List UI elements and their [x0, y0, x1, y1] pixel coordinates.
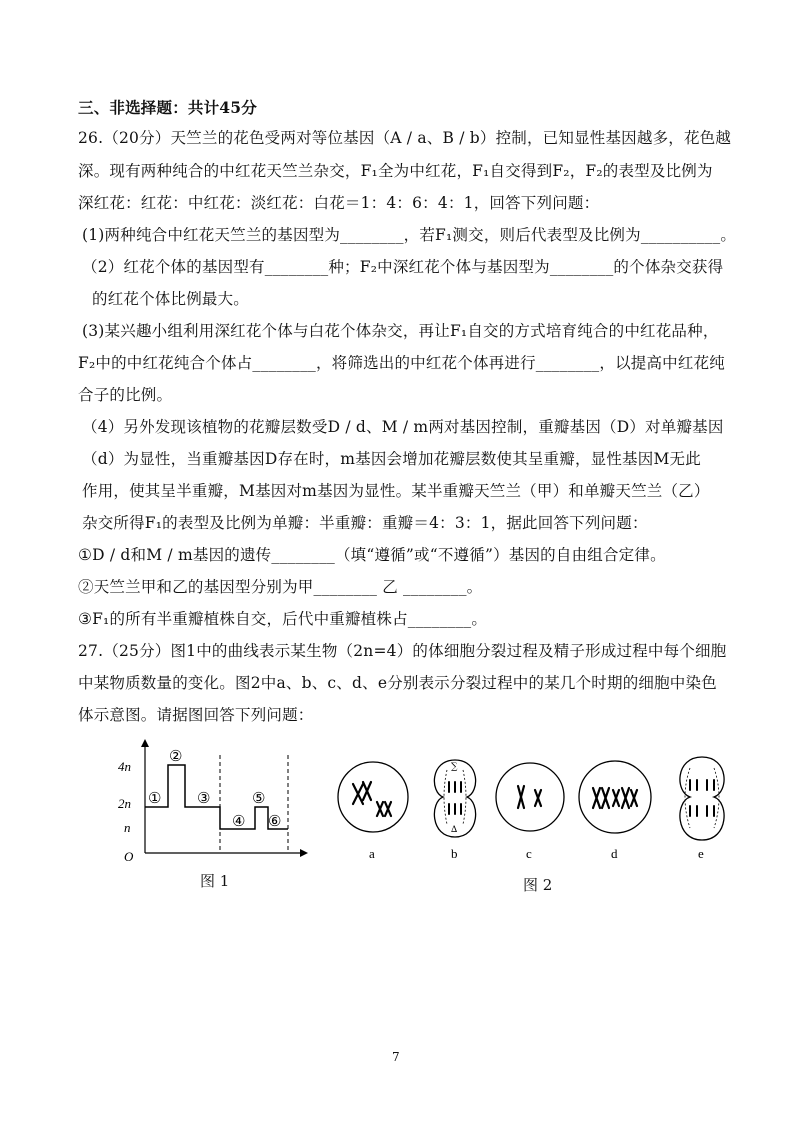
q26-part-2b: 的红花个体比例最大。 — [92, 290, 250, 308]
x-axis-arrow — [300, 849, 308, 857]
q26-part-3b: F₂中的中红花纯合个体占________，将筛选出的中红花个体再进行________，以提高中红花纯 — [78, 354, 725, 372]
q26-sub-1: ①D / d和M / m基因的遗传________（填“遵循”或“不遵循”）基因的自由组合定律。 — [78, 546, 666, 564]
svg-text:∆: ∆ — [451, 825, 458, 835]
svg-text:∑: ∑ — [451, 762, 458, 772]
q27-line-3: 体示意图。请据图回答下列问题： — [78, 706, 314, 724]
section-title: 三、非选择题：共计45分 — [78, 98, 257, 117]
stage-label-4: ④ — [232, 812, 246, 830]
cell-label-a: a — [369, 846, 375, 861]
stage-label-6: ⑥ — [268, 812, 282, 830]
cell-c — [496, 763, 564, 831]
q26-part-4c: 作用，使其呈半重瓣，M基因对m基因为显性。某半重瓣天竺兰（甲）和单瓣天竺兰（乙） — [82, 482, 710, 500]
figure-2-caption: 图 2 — [523, 876, 553, 894]
y-label-4n: 4n — [118, 759, 131, 774]
y-axis-arrow — [141, 739, 149, 747]
stage-label-3: ③ — [197, 789, 211, 807]
y-label-2n: 2n — [118, 796, 131, 811]
q26-line-2: 深。现有两种纯合的中红花天竺兰杂交，F₁全为中红花，F₁自交得到F₂，F₂的表型及比例为 — [78, 162, 713, 180]
figure-1-graph — [110, 735, 310, 865]
cell-a — [338, 762, 408, 832]
stage-label-5: ⑤ — [252, 789, 266, 807]
figure-1-caption: 图 1 — [200, 872, 230, 890]
q26-part-3a: (3)某兴趣小组利用深红花个体与白花个体杂交，再让F₁自交的方式培育纯合的中红花品种， — [82, 322, 719, 340]
step-curve — [145, 765, 288, 829]
q26-part-4b: （d）为显性，当重瓣基因D存在时，m基因会增加花瓣层数使其呈重瓣，显性基因M无此 — [82, 450, 701, 468]
q26-part-3c: 合子的比例。 — [78, 386, 173, 404]
q27-line-2: 中某物质数量的变化。图2中a、b、c、d、e分别表示分裂过程中的某几个时期的细胞中染色 — [78, 674, 717, 692]
cell-label-e: e — [698, 846, 704, 861]
q26-sub-3: ③F₁的所有半重瓣植株自交，后代中重瓣植株占________。 — [78, 610, 488, 628]
q27-line-1: 27.（25分）图1中的曲线表示某生物（2n=4）的体细胞分裂过程及精子形成过程中每个细胞 — [78, 642, 727, 660]
q26-line-3: 深红花：红花：中红花：淡红花：白花＝1：4：6：4：1，回答下列问题： — [78, 194, 600, 212]
q26-part-4d: 杂交所得F₁的表型及比例为单瓣：半重瓣：重瓣＝4：3：1，据此回答下列问题： — [82, 514, 648, 532]
q26-part-2a: （2）红花个体的基因型有________种；F₂中深红花个体与基因型为________的个体杂交获得 — [82, 258, 724, 276]
q26-part-4a: （4）另外发现该植物的花瓣层数受D / d、M / m两对基因控制，重瓣基因（D）对单瓣基因 — [82, 418, 724, 436]
page-number: 7 — [392, 1050, 400, 1064]
q26-part-1: (1)两种纯合中红花天竺兰的基因型为________，若F₁测交，则后代表型及比例为__________。 — [82, 226, 737, 244]
cell-label-b: b — [451, 846, 458, 861]
y-label-n: n — [124, 820, 131, 835]
q26-sub-2: ②天竺兰甲和乙的基因型分别为甲________ 乙 ________。 — [78, 578, 483, 596]
stage-label-1: ① — [148, 789, 162, 807]
stage-label-2: ② — [169, 747, 183, 765]
figure-2-cells — [335, 752, 735, 862]
cell-e — [680, 757, 724, 840]
q26-line-1: 26.（20分）天竺兰的花色受两对等位基因（A / a、B / b）控制，已知显性基因越多，花色越 — [78, 129, 732, 147]
cell-label-d: d — [611, 846, 618, 861]
cell-d — [579, 761, 651, 833]
cell-label-c: c — [526, 846, 532, 861]
origin-label: O — [124, 849, 134, 864]
cell-b — [434, 760, 475, 837]
